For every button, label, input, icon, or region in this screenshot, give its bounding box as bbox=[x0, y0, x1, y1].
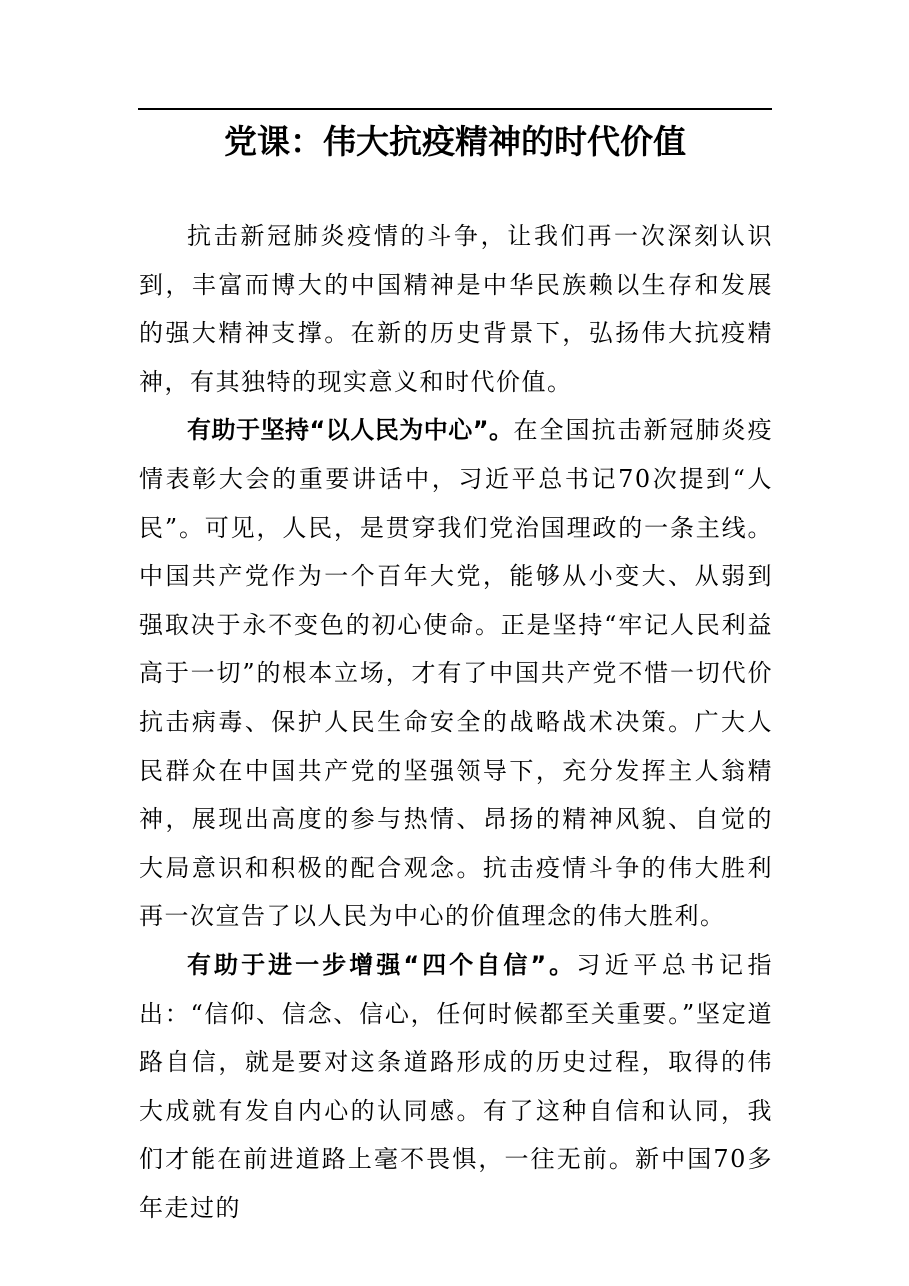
paragraph-text: 在全国抗击新冠肺炎疫情表彰大会的重要讲话中，习近平总书记70次提到“人民”。可见，人民，是贯穿我们党治国理政的一条主线。中国共产党作为一个百年大党，能够从小变大、从弱到强取决于永不变色的初心使命。正是坚持“牢记人民利益高于一切”的根本立场，才有了中国共产党不惜一切代价抗击病毒、保护人民生命安全的战略战术决策。广大人民群众在中国共产党的坚强领导下，充分发挥主人翁精神，展现出高度的参与热情、昂扬的精神风貌、自觉的大局意识和积极的配合观念。抗击疫情斗争的伟大胜利再一次宣告了以人民为中心的价值理念的伟大胜利。 bbox=[139, 416, 774, 931]
header-rule bbox=[138, 108, 772, 110]
paragraph-people-centered bbox=[139, 406, 773, 941]
paragraph-text: 习近平总书记指出：“信仰、信念、信心，任何时候都至关重要。”坚定道路自信，就是要对这条道路形成的历史过程，取得的伟大成就有发自内心的认同感。有了这种自信和认同，我们才能在前进道路上毫不畏惧，一往无前。新中国70多年走过的 bbox=[139, 950, 774, 1222]
paragraph-four-confidences bbox=[139, 941, 773, 1233]
paragraph-heading: 有助于进一步增强“四个自信”。 bbox=[187, 950, 577, 979]
paragraph-intro bbox=[139, 212, 773, 406]
paragraph-heading: 有助于坚持“以人民为中心”。 bbox=[187, 416, 514, 445]
page-title: 党课：伟大抗疫精神的时代价值 bbox=[224, 122, 686, 161]
paragraph-text: 抗击新冠肺炎疫情的斗争，让我们再一次深刻认识到，丰富而博大的中国精神是中华民族赖以生存和发展的强大精神支撑。在新的历史背景下，弘扬伟大抗疫精神，有其独特的现实意义和时代价值。 bbox=[139, 222, 773, 396]
document-body bbox=[139, 212, 773, 1232]
